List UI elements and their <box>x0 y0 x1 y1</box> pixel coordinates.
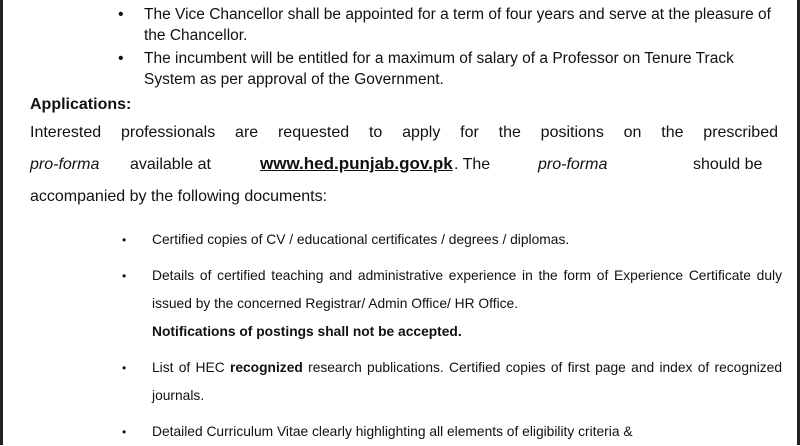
postings-notice-text: Notifications of postings shall not be accepted. <box>152 324 462 339</box>
applications-heading: Applications: <box>30 96 132 113</box>
documents-bullet-list <box>122 226 782 446</box>
bullet-icon: • <box>122 233 127 247</box>
publications-text-part1: List of HEC <box>152 360 230 375</box>
bullet-icon: • <box>122 425 127 439</box>
list-item <box>122 226 782 254</box>
terms-bullet-list <box>118 4 778 92</box>
publications-text-part2: research publications. Certified copies of first page and index of recognized journals. <box>152 360 782 403</box>
list-item <box>122 262 782 346</box>
list-item <box>118 4 778 46</box>
list-item <box>122 418 782 446</box>
pro-forma-text-2: pro-forma <box>538 156 608 173</box>
publications-recognized-text: recognized <box>229 360 303 375</box>
page-border-left <box>0 0 3 445</box>
bullet-icon: • <box>118 50 124 67</box>
term-of-office-text: The Vice Chancellor shall be appointed for a term of four years and serve at the pleasure of the Chancellor. <box>144 6 771 44</box>
applications-line-1: Interested professionals are requested to apply for the positions on the prescribed <box>30 124 778 141</box>
pro-forma-text: pro-forma <box>30 156 100 173</box>
salary-text: The incumbent will be entitled for a maximum of salary of a Professor on Tenure Track System as per approval of the Government. <box>144 50 734 88</box>
certified-copies-text: Certified copies of CV / educational certificates / degrees / diplomas. <box>152 232 570 247</box>
list-item <box>118 48 778 90</box>
curriculum-vitae-text: Detailed Curriculum Vitae clearly highlighting all elements of eligibility criteria & <box>152 424 633 439</box>
list-item <box>122 354 782 410</box>
available-at-text: available at <box>130 156 211 173</box>
the-text: . The <box>454 156 491 173</box>
bullet-icon: • <box>122 361 127 375</box>
applications-line-3: accompanied by the following documents: <box>30 188 328 205</box>
hed-website-link[interactable]: www.hed.punjab.gov.pk <box>260 154 453 173</box>
should-be-text: should be <box>693 156 763 173</box>
bullet-icon: • <box>118 6 124 23</box>
bullet-icon: • <box>122 269 127 283</box>
experience-details-text: Details of certified teaching and administrative experience in the form of Experience Certificate duly issued by the concerned Registrar/ Admin Office/ HR Office. <box>152 268 782 311</box>
